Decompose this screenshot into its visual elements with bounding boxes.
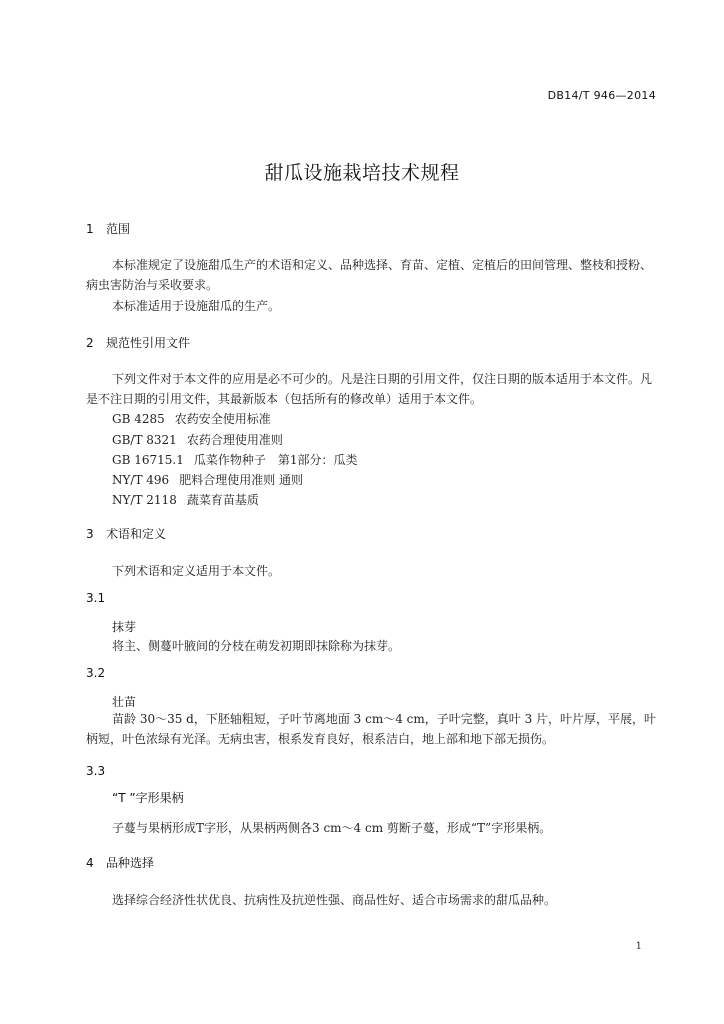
reference-item [112, 451, 357, 468]
reference-item [112, 410, 271, 427]
reference-code: NY/T 496 [112, 473, 170, 487]
term-title: “T ”字形果柄 [112, 791, 184, 805]
term-number: 3.3 [86, 764, 106, 778]
term-title: 抹芽 [112, 620, 137, 634]
section-heading-2 [86, 334, 190, 351]
standard-code: DB14/T 946—2014 [547, 89, 656, 102]
section-number: 1 [86, 222, 94, 236]
reference-item [112, 491, 259, 508]
reference-name: 农药合理使用准则 [186, 433, 283, 447]
references-intro: 下列文件对于本文件的应用是必不可少的。凡是注日期的引用文件，仅注日期的版本适用于本文件。凡是不注日期的引用文件，其最新版本（包括所有的修改单）适用于本文件。 [86, 372, 653, 406]
reference-code: GB 16715.1 [112, 453, 184, 467]
term-number: 3.2 [86, 666, 106, 680]
section-number: 2 [86, 336, 94, 350]
reference-code: GB/T 8321 [112, 433, 177, 447]
terms-intro: 下列术语和定义适用于本文件。 [112, 564, 281, 578]
page-number: 1 [635, 941, 642, 952]
variety-paragraph: 选择综合经济性状优良、抗病性及抗逆性强、商品性好、适合市场需求的甜瓜品种。 [112, 893, 557, 907]
scope-paragraph-1: 本标准规定了设施甜瓜生产的术语和定义、品种选择、育苗、定植、定植后的田间管理、整枝和授粉、病虫害防治与采收要求。 [86, 258, 653, 292]
reference-item [112, 431, 283, 448]
term-definition: 将主、侧蔓叶腋间的分枝在萌发初期即抹除称为抹芽。 [112, 639, 401, 653]
section-title: 术语和定义 [106, 527, 167, 541]
section-heading-3 [86, 525, 166, 542]
term-definition: 苗龄 30～35 d，下胚轴粗短，子叶节离地面 3 cm～4 cm，子叶完整，真叶 3 片，叶片厚，平展，叶柄短，叶色浓绿有光泽。无病虫害，根系发育良好，根系洁白，地上部和地下部无损伤。 [86, 712, 657, 746]
section-title: 规范性引用文件 [106, 336, 191, 350]
reference-code: GB 4285 [112, 412, 165, 426]
section-title: 范围 [106, 222, 131, 236]
reference-name: 农药安全使用标准 [174, 412, 271, 426]
term-title: 壮苗 [112, 695, 137, 709]
reference-item [112, 471, 303, 488]
term-number: 3.1 [86, 591, 106, 605]
scope-paragraph-2: 本标准适用于设施甜瓜的生产。 [112, 299, 281, 313]
section-title: 品种选择 [106, 856, 155, 870]
section-number: 4 [86, 856, 94, 870]
term-definition: 子蔓与果柄形成T字形，从果柄两侧各3 cm～4 cm 剪断子蔓，形成“T”字形果柄。 [112, 821, 552, 835]
section-heading-1 [86, 220, 130, 237]
reference-name: 蔬菜育苗基质 [186, 493, 259, 507]
reference-name: 肥料合理使用准则 通则 [179, 473, 304, 487]
section-heading-4 [86, 854, 154, 871]
section-number: 3 [86, 527, 94, 541]
document-title: 甜瓜设施栽培技术规程 [264, 162, 460, 184]
reference-code: NY/T 2118 [112, 493, 177, 507]
reference-name: 瓜菜作物种子 第1部分：瓜类 [193, 453, 358, 467]
